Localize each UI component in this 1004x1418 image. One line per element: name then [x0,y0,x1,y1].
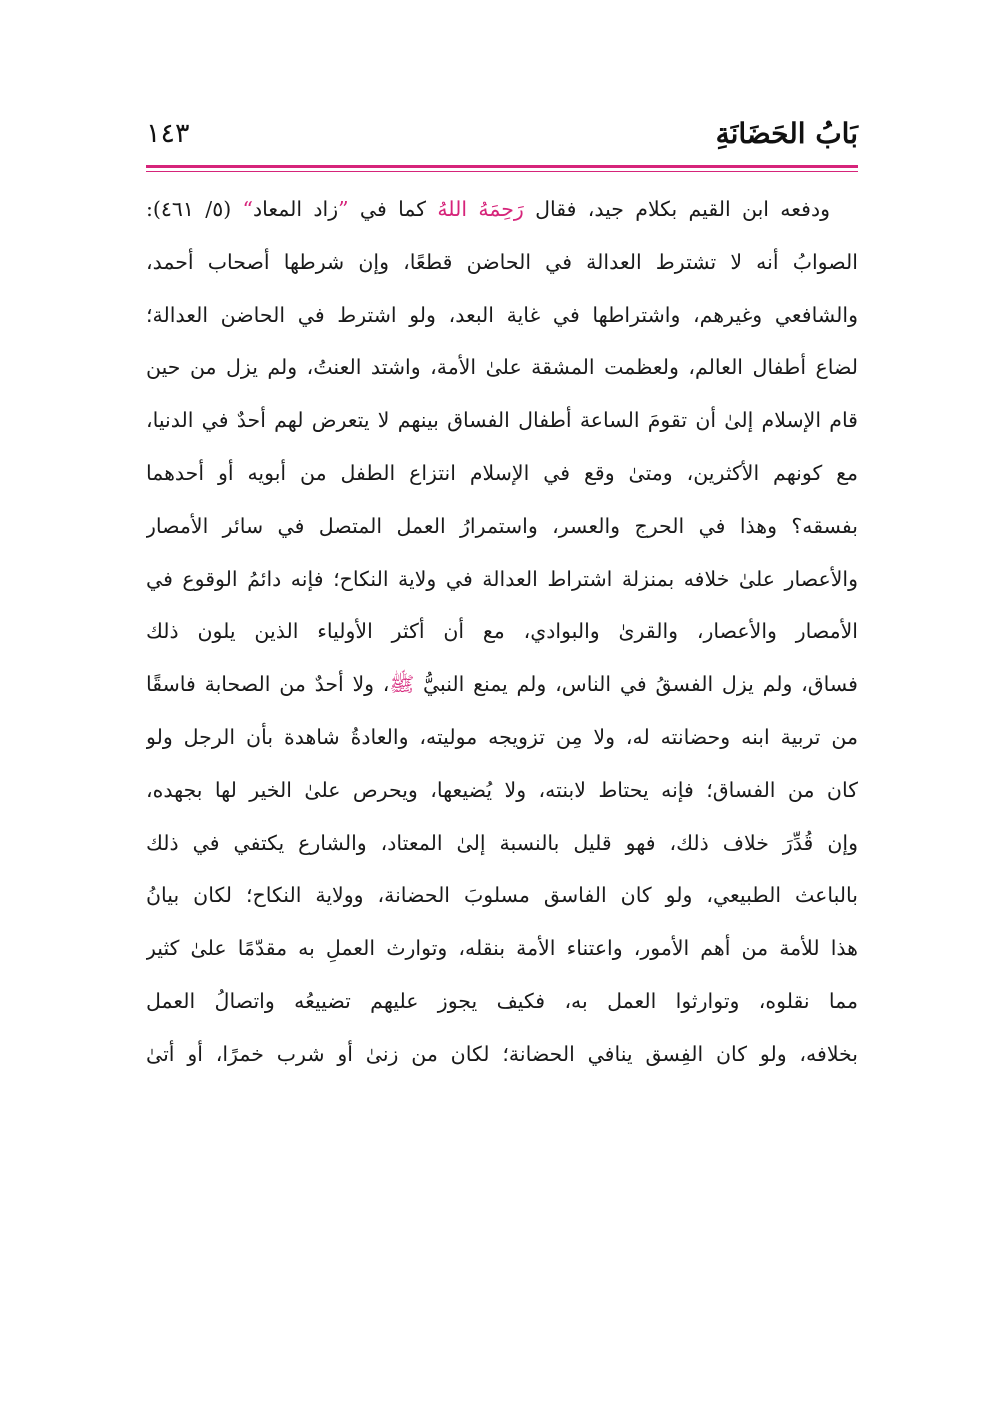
text-segment: ودفعه ابن القيم بكلام جيد، فقال [523,197,831,221]
quote-mark-close: “ [242,197,254,221]
text-line: بالباعث الطبيعي، ولو كان الفاسق مسلوبَ الحضانة، وولاية النكاح؛ لكان بيانُ [146,883,858,908]
text-line: وإن قُدِّرَ خلاف ذلك، فهو قليل بالنسبة إلىٰ المعتاد، والشارع يكتفي في ذلك [146,830,858,855]
text-line: كان من الفساق؛ فإنه يحتاط لابنته، ولا يُضيعها، ويحرص علىٰ الخير لها بجهده، [146,777,858,802]
page-header [146,112,858,160]
header-rule-thick [146,165,858,168]
salutation-sallallahu: ﷺ [389,672,415,697]
text-line: الأمصار والأعصار، والقرىٰ والبوادي، مع أن أكثر الأولياء الذين يلون ذلك [146,619,858,644]
body-text [146,183,858,1081]
text-line: مما نقلوه، وتوارثوا العمل به، فكيف يجوز عليهم تضييعُه واتصالُ العمل [146,988,858,1013]
quote-mark-open: ” [338,197,349,221]
text-line: مع كونهم الأكثرين، ومتىٰ وقع في الإسلام انتزاع الطفل من أبويه أو أحدهما [146,460,858,485]
text-line: قام الإسلام إلىٰ أن تقومَ الساعة أطفال الفساق بينهم لا يتعرض لهم أحدٌ في الدنيا، [146,408,858,433]
citation: (٥/ ٤٦١): [146,197,243,221]
text-line: والأعصار علىٰ خلافه بمنزلة اشتراط العدالة في ولاية النكاح؛ فإنه دائمُ الوقوع في [146,566,858,591]
text-line [146,658,858,711]
text-line: بفسقه؟ وهذا في الحرج والعسر، واستمرارُ العمل المتصل في سائر الأمصار [146,513,858,538]
header-rule-thin [146,171,858,172]
page-number: ١٤٣ [146,118,190,149]
text-segment: فساق، ولم يزل الفسقُ في الناس، ولم يمنع النبيُّ [414,672,858,697]
text-line: الصوابُ أنه لا تشترط العدالة في الحاضن قطعًا، وإن شرطها أصحاب أحمد، [146,249,858,274]
text-segment: ، ولا أحدٌ من الصحابة فاسقًا [146,672,390,697]
text-line [146,183,858,236]
book-title: زاد المعاد [253,197,339,221]
text-line: من تربية ابنه وحضانته له، ولا مِن تزويجه موليته، والعادةُ شاهدة بأن الرجل ولو [146,724,858,749]
chapter-title: بَابُ الحَضَانَةِ [715,117,858,150]
text-segment: كما في [348,197,438,221]
text-line: والشافعي وغيرهم، واشتراطها في غاية البعد، ولو اشترط في الحاضن العدالة؛ [146,302,858,327]
honorific-rahimahullah: رَحِمَهُ اللهُ [437,197,524,221]
text-line: بخلافه، ولو كان الفِسق ينافي الحضانة؛ لكان من زنىٰ أو شرب خمرًا، أو أتىٰ [146,1041,858,1066]
text-line: هذا للأمة من أهم الأمور، واعتناء الأمة بنقله، وتوارث العملِ به مقدّمًا علىٰ كثير [146,936,858,961]
text-line: لضاع أطفال العالم، ولعظمت المشقة علىٰ الأمة، واشتد العنتُ، ولم يزل من حين [146,355,858,380]
